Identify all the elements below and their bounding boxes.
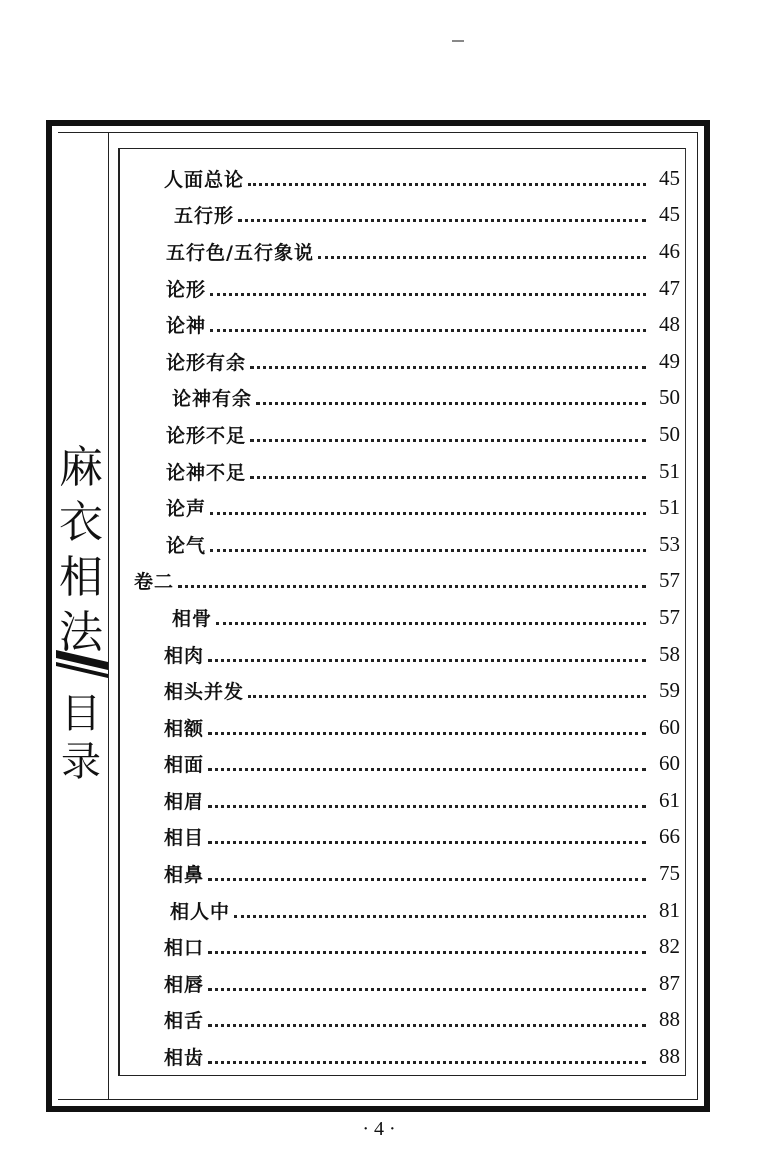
toc-leader-dots xyxy=(248,683,646,698)
toc-entry-page: 50 xyxy=(659,421,680,446)
toc-entry-page: 60 xyxy=(659,751,680,776)
toc-entry[interactable] xyxy=(120,489,680,526)
toc-entry[interactable] xyxy=(120,343,680,380)
toc-entry[interactable] xyxy=(120,599,680,636)
toc-entry-page: 58 xyxy=(659,641,680,666)
toc-leader-dots xyxy=(248,171,646,186)
toc-leader-dots xyxy=(208,829,646,844)
book-title-char: 衣 xyxy=(59,497,103,548)
toc-entry[interactable] xyxy=(120,526,680,563)
toc-entry[interactable] xyxy=(120,855,680,892)
toc-leader-dots xyxy=(210,537,646,552)
toc-leader-dots xyxy=(210,281,646,296)
toc-entry-page: 57 xyxy=(659,568,680,593)
toc-entry-label: 相鼻 xyxy=(164,864,205,887)
section-title-char: 录 xyxy=(61,739,101,785)
toc-leader-dots xyxy=(250,427,646,442)
toc-entry-label: 论神不足 xyxy=(166,461,247,484)
toc-leader-dots xyxy=(208,756,646,771)
toc-entry[interactable] xyxy=(120,270,680,307)
toc-leader-dots xyxy=(208,939,646,954)
toc-entry[interactable] xyxy=(120,197,680,234)
spine-divider xyxy=(108,132,109,1100)
toc-entry[interactable] xyxy=(120,563,680,600)
toc-entry-label: 相唇 xyxy=(164,973,205,996)
toc-entry[interactable] xyxy=(120,636,680,673)
toc-entry-label: 相额 xyxy=(164,717,205,740)
toc-entry-label: 卷二 xyxy=(134,571,175,594)
toc-entry-page: 75 xyxy=(659,861,680,886)
toc-entry[interactable] xyxy=(120,380,680,417)
toc-entry-page: 88 xyxy=(659,1007,680,1032)
toc-entry-page: 46 xyxy=(659,238,680,263)
section-title xyxy=(54,690,108,786)
toc-entry-page: 66 xyxy=(659,824,680,849)
toc-entry-label: 相口 xyxy=(164,937,205,960)
toc-entry[interactable] xyxy=(120,1038,680,1075)
toc-leader-dots xyxy=(238,207,646,222)
toc-leader-dots xyxy=(208,1049,646,1064)
toc-entry-label: 五行色/五行象说 xyxy=(166,241,314,264)
toc-leader-dots xyxy=(208,1012,646,1027)
toc-leader-dots xyxy=(208,976,646,991)
toc-leader-dots xyxy=(216,610,646,625)
toc-entry-label: 论声 xyxy=(166,498,207,521)
toc-entry-label: 相舌 xyxy=(164,1010,205,1033)
toc-entry[interactable] xyxy=(120,892,680,929)
toc-entry-page: 82 xyxy=(659,934,680,959)
toc-entry[interactable] xyxy=(120,672,680,709)
toc-leader-dots xyxy=(210,500,646,515)
toc-entry-page: 50 xyxy=(659,385,680,410)
toc-leader-dots xyxy=(208,720,646,735)
toc-entry[interactable] xyxy=(120,233,680,270)
toc-entry-label: 相头并发 xyxy=(164,681,245,704)
toc-leader-dots xyxy=(208,793,646,808)
scan-mark xyxy=(452,40,464,42)
toc-entry-page: 47 xyxy=(659,275,680,300)
toc-entry-page: 88 xyxy=(659,1044,680,1069)
toc-entry[interactable] xyxy=(120,746,680,783)
toc-leader-dots xyxy=(256,390,646,405)
book-title xyxy=(54,440,108,660)
spine-band-ornament xyxy=(56,650,108,686)
toc-entry[interactable] xyxy=(120,160,680,197)
toc-entry-page: 87 xyxy=(659,970,680,995)
toc-entry-label: 相人中 xyxy=(170,900,231,923)
toc-leader-dots xyxy=(178,573,646,588)
toc-entry[interactable] xyxy=(120,1002,680,1039)
toc-entry[interactable] xyxy=(120,928,680,965)
toc-entry-page: 51 xyxy=(659,458,680,483)
toc-entry-label: 论气 xyxy=(166,534,207,557)
toc-leader-dots xyxy=(234,903,646,918)
toc-entry[interactable] xyxy=(120,709,680,746)
toc-entry-label: 相面 xyxy=(164,754,205,777)
book-title-char: 相 xyxy=(59,552,103,603)
toc-entry-label: 相眉 xyxy=(164,790,205,813)
toc-entry-page: 57 xyxy=(659,604,680,629)
toc-leader-dots xyxy=(208,866,646,881)
toc-entry-page: 45 xyxy=(659,202,680,227)
toc-entry-page: 59 xyxy=(659,678,680,703)
toc-entry-label: 论形 xyxy=(166,278,207,301)
toc-entry-label: 相目 xyxy=(164,827,205,850)
toc-leader-dots xyxy=(318,244,646,259)
toc-entry[interactable] xyxy=(120,965,680,1002)
toc-entry[interactable] xyxy=(120,782,680,819)
toc-entry-label: 论形有余 xyxy=(166,351,247,374)
toc-entry-page: 81 xyxy=(659,897,680,922)
toc-leader-dots xyxy=(250,464,646,479)
toc-entry-page: 45 xyxy=(659,165,680,190)
toc-entry-page: 53 xyxy=(659,531,680,556)
page-number: · 4 · xyxy=(362,1118,396,1140)
toc-entry-label: 相骨 xyxy=(172,607,213,630)
toc-entry-page: 51 xyxy=(659,495,680,520)
toc-entry-page: 49 xyxy=(659,348,680,373)
toc-entry-label: 人面总论 xyxy=(164,168,245,191)
toc-entry-label: 论形不足 xyxy=(166,424,247,447)
toc-entry-label: 论神有余 xyxy=(172,388,253,411)
toc-entry[interactable] xyxy=(120,819,680,856)
toc-entry-label: 相肉 xyxy=(164,644,205,667)
toc-entry-label: 论神 xyxy=(166,315,207,338)
section-title-char: 目 xyxy=(61,691,101,737)
toc-entry-page: 48 xyxy=(659,312,680,337)
book-title-char: 法 xyxy=(59,607,103,658)
toc-entry-label: 相齿 xyxy=(164,1047,205,1070)
toc-entry[interactable] xyxy=(120,306,680,343)
toc-leader-dots xyxy=(250,354,646,369)
toc-leader-dots xyxy=(210,317,646,332)
toc-entry-label: 五行形 xyxy=(174,205,235,228)
toc-entry-page: 60 xyxy=(659,714,680,739)
book-title-char: 麻 xyxy=(59,442,103,493)
toc-entry-page: 61 xyxy=(659,787,680,812)
toc-entry[interactable] xyxy=(120,416,680,453)
table-of-contents xyxy=(120,160,680,1075)
toc-leader-dots xyxy=(208,647,646,662)
toc-entry[interactable] xyxy=(120,453,680,490)
